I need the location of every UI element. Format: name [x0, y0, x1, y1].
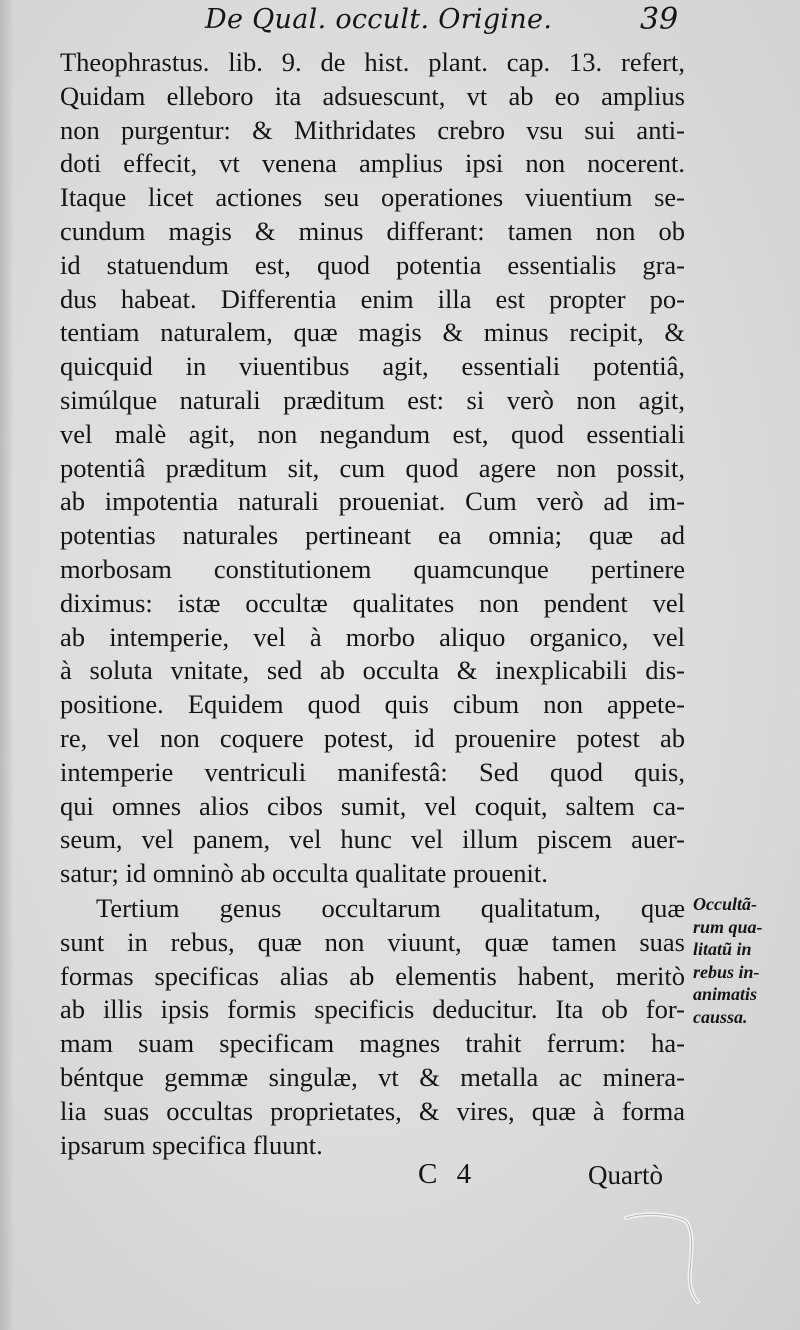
text-line: positione. Equidem quod quis cibum non appete- — [60, 689, 685, 720]
text-line: simúlque naturali præditum est: si verò non agit, — [60, 384, 685, 415]
paragraph-1 — [60, 46, 685, 891]
text-line: cundum magis & minus differant: tamen non ob — [60, 215, 685, 246]
text-line: qui omnes alios cibos sumit, vel coquit, saltem ca- — [60, 790, 685, 821]
paragraph-2 — [60, 892, 685, 1162]
text-line: Quidam elleboro ita adsuescunt, vt ab eo amplius — [60, 80, 685, 111]
marginal-note-line: animatis — [693, 984, 758, 1004]
page-number: 39 — [640, 2, 679, 37]
text-line: diximus: istæ occultæ qualitates non pendent vel — [60, 587, 685, 618]
marginal-note-line: litatũ in — [693, 939, 752, 959]
text-line: intemperie ventriculi manifestâ: Sed quod quis, — [60, 756, 685, 787]
text-line: lia suas occultas proprietates, & vires, quæ à forma — [60, 1095, 685, 1126]
text-line: ab illis ipsis formis specificis deducitur. Ita ob for- — [60, 994, 685, 1025]
text-line: non purgentur: & Mithridates crebro vsu sui anti- — [60, 114, 685, 145]
text-line: sunt in rebus, quæ non viuunt, quæ tamen suas — [60, 926, 685, 957]
text-line: id statuendum est, quod potentia essentialis gra- — [60, 249, 685, 280]
paper-stain-mark — [624, 1210, 714, 1310]
text-line: ab intemperie, vel à morbo aliquo organico, vel — [60, 621, 685, 652]
body-text — [60, 46, 685, 1162]
text-line: doti effecit, vt venena amplius ipsi non nocerent. — [60, 148, 685, 179]
text-line: re, vel non coquere potest, id prouenire potest ab — [60, 722, 685, 753]
catchword: Quartò — [588, 1160, 663, 1190]
marginal-note-line: rebus in- — [693, 961, 760, 982]
marginal-note-line: Occultã- — [693, 894, 757, 914]
text-line: potentiâ præditum sit, cum quod agere non possit, — [60, 452, 685, 483]
text-line: Tertium genus occultarum qualitatum, quæ — [96, 892, 685, 923]
running-title: De Qual. occult. Origine. — [205, 4, 553, 35]
marginal-note-line: caussa. — [693, 1006, 748, 1027]
text-line: satur; id omninò ab occulta qualitate prouenit. — [60, 858, 548, 889]
text-line: ab impotentia naturali proueniat. Cum verò ad im- — [60, 486, 685, 517]
text-line: vel malè agit, non negandum est, quod essentiali — [60, 418, 685, 449]
text-line: morbosam constitutionem quamcunque pertinere — [60, 553, 685, 584]
text-line: tentiam naturalem, quæ magis & minus recipit, & — [60, 317, 685, 348]
text-line: potentias naturales pertineant ea omnia; quæ ad — [60, 520, 685, 551]
text-line: Itaque licet actiones seu operationes viuentium se- — [60, 182, 685, 213]
text-line: béntque gemmæ singulæ, vt & metalla ac minera- — [60, 1061, 685, 1092]
text-line: formas specificas alias ab elementis habent, meritò — [60, 960, 685, 991]
signature-mark: C 4 — [418, 1158, 472, 1190]
text-line: Theophrastus. lib. 9. de hist. plant. cap. 13. refert, — [60, 47, 685, 77]
text-line: dus habeat. Differentia enim illa est propter po- — [60, 283, 685, 314]
text-line: à soluta vnitate, sed ab occulta & inexplicabili dis- — [60, 655, 685, 686]
text-line: ipsarum specifica fluunt. — [60, 1129, 323, 1160]
text-line: mam suam specificam magnes trahit ferrum: ha- — [60, 1028, 685, 1059]
text-line: quicquid in viuentibus agit, essentiali potentiâ, — [60, 351, 685, 382]
marginal-note — [693, 893, 793, 1028]
text-line: seum, vel panem, vel hunc vel illum piscem auer- — [60, 824, 685, 855]
marginal-note-line: rum qua- — [693, 916, 763, 937]
